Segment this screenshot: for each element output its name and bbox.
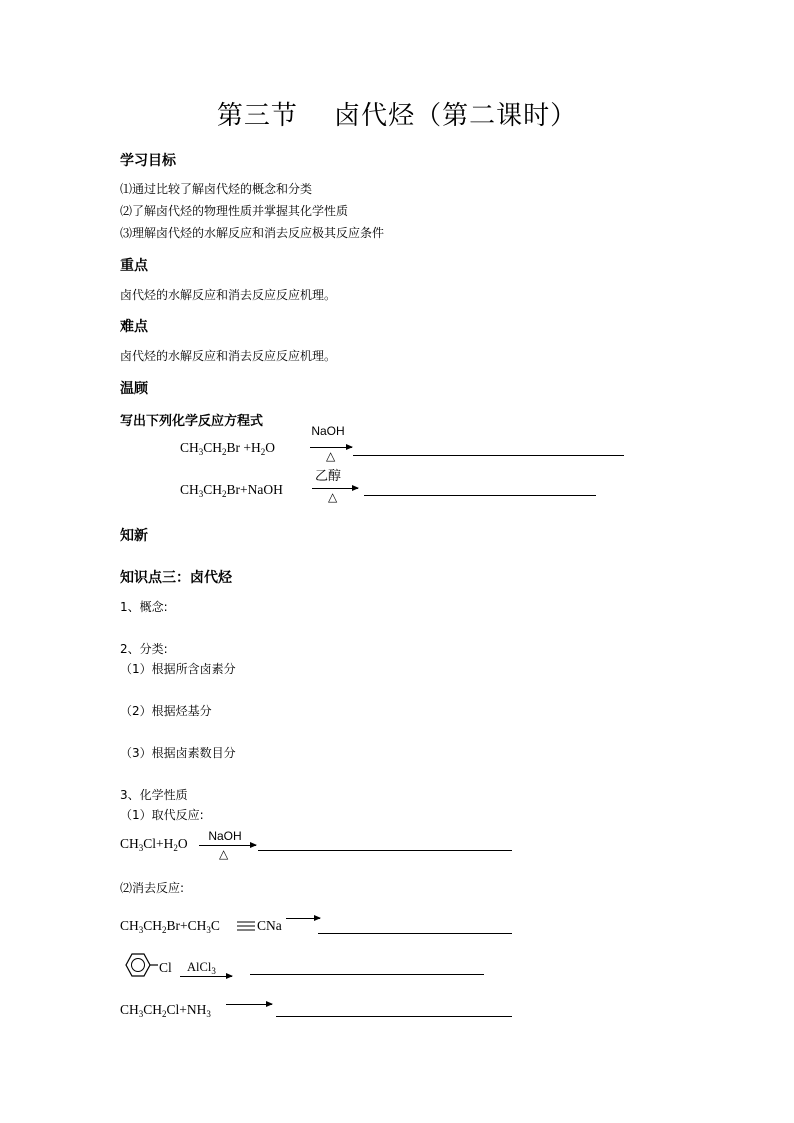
elimination-equation-b-reactant: Cl bbox=[159, 960, 172, 975]
substitution-condition-top: NaOH bbox=[208, 829, 242, 843]
answer-blank-1[interactable] bbox=[353, 455, 624, 456]
elimination-equation-c-reactants: $CH_3CH_2Cl+NH_3$ bbox=[120, 1002, 211, 1019]
elimination-equation-a-arrow bbox=[286, 918, 320, 919]
concept-label: 1、概念: bbox=[120, 600, 168, 614]
review-equation-2-reactants: $CH_3CH_2Br+NaOH$ bbox=[180, 482, 283, 499]
objective-item-2: ⑵了解卤代烃的物理性质并掌握其化学性质 bbox=[120, 204, 349, 218]
classification-item-3: （3）根据卤素数目分 bbox=[120, 746, 236, 760]
review-equation-1-condition-top: NaOH bbox=[311, 424, 345, 438]
classification-item-1: （1）根据所含卤素分 bbox=[120, 662, 236, 676]
heat-symbol: △ bbox=[219, 847, 229, 861]
classification-label: 2、分类: bbox=[120, 642, 168, 656]
elimination-equation-a-tail: CNa bbox=[257, 918, 282, 933]
elimination-equation-b-arrow bbox=[180, 976, 232, 977]
elimination-equation-c-arrow bbox=[226, 1004, 272, 1005]
heat-symbol: △ bbox=[328, 490, 338, 504]
answer-blank-6[interactable] bbox=[276, 1016, 512, 1017]
review-subheading: 写出下列化学反应方程式 bbox=[120, 414, 264, 429]
page-title: 第三节 卤代烃（第二课时） bbox=[216, 101, 578, 131]
objective-item-3: ⑶理解卤代烃的水解反应和消去反应极其反应条件 bbox=[120, 226, 385, 240]
benzene-ring-icon bbox=[118, 951, 158, 979]
answer-blank-5[interactable] bbox=[250, 974, 484, 975]
objective-item-1: ⑴通过比较了解卤代烃的概念和分类 bbox=[120, 182, 313, 196]
review-equation-2-arrow bbox=[312, 488, 358, 489]
substitution-arrow bbox=[199, 845, 256, 846]
objectives-heading: 学习目标 bbox=[120, 153, 176, 169]
substitution-equation-reactants: $CH_3Cl+H_2O$ bbox=[120, 836, 188, 853]
new-knowledge-heading: 知新 bbox=[120, 528, 148, 544]
substitution-label: （1）取代反应: bbox=[120, 808, 204, 822]
review-equation-2-condition-top: 乙醇 bbox=[314, 468, 341, 483]
key-point-text: 卤代烃的水解反应和消去反应反应机理。 bbox=[120, 288, 337, 302]
answer-blank-2[interactable] bbox=[364, 495, 596, 496]
review-equation-1-arrow bbox=[310, 447, 352, 448]
classification-item-2: （2）根据烃基分 bbox=[120, 704, 212, 718]
review-equation-1-reactants: $CH_3CH_2Br +H_2O$ bbox=[180, 440, 276, 457]
elimination-equation-a-reactants: $CH_3CH_2Br+CH_3C$ bbox=[120, 918, 220, 935]
difficulty-heading: 难点 bbox=[120, 319, 148, 335]
answer-blank-4[interactable] bbox=[318, 933, 512, 934]
review-heading: 温顾 bbox=[120, 381, 148, 397]
key-point-heading: 重点 bbox=[120, 258, 148, 274]
chemical-properties-label: 3、化学性质 bbox=[120, 788, 188, 802]
triple-bond-icon bbox=[236, 920, 256, 932]
answer-blank-3[interactable] bbox=[258, 850, 512, 851]
heat-symbol: △ bbox=[326, 449, 336, 463]
elimination-equation-b-condition: AlCl$_3$ bbox=[187, 960, 216, 976]
difficulty-text: 卤代烃的水解反应和消去反应反应机理。 bbox=[120, 349, 337, 363]
knowledge-point-heading: 知识点三：卤代烃 bbox=[120, 570, 232, 586]
elimination-label: ⑵消去反应: bbox=[120, 881, 185, 895]
